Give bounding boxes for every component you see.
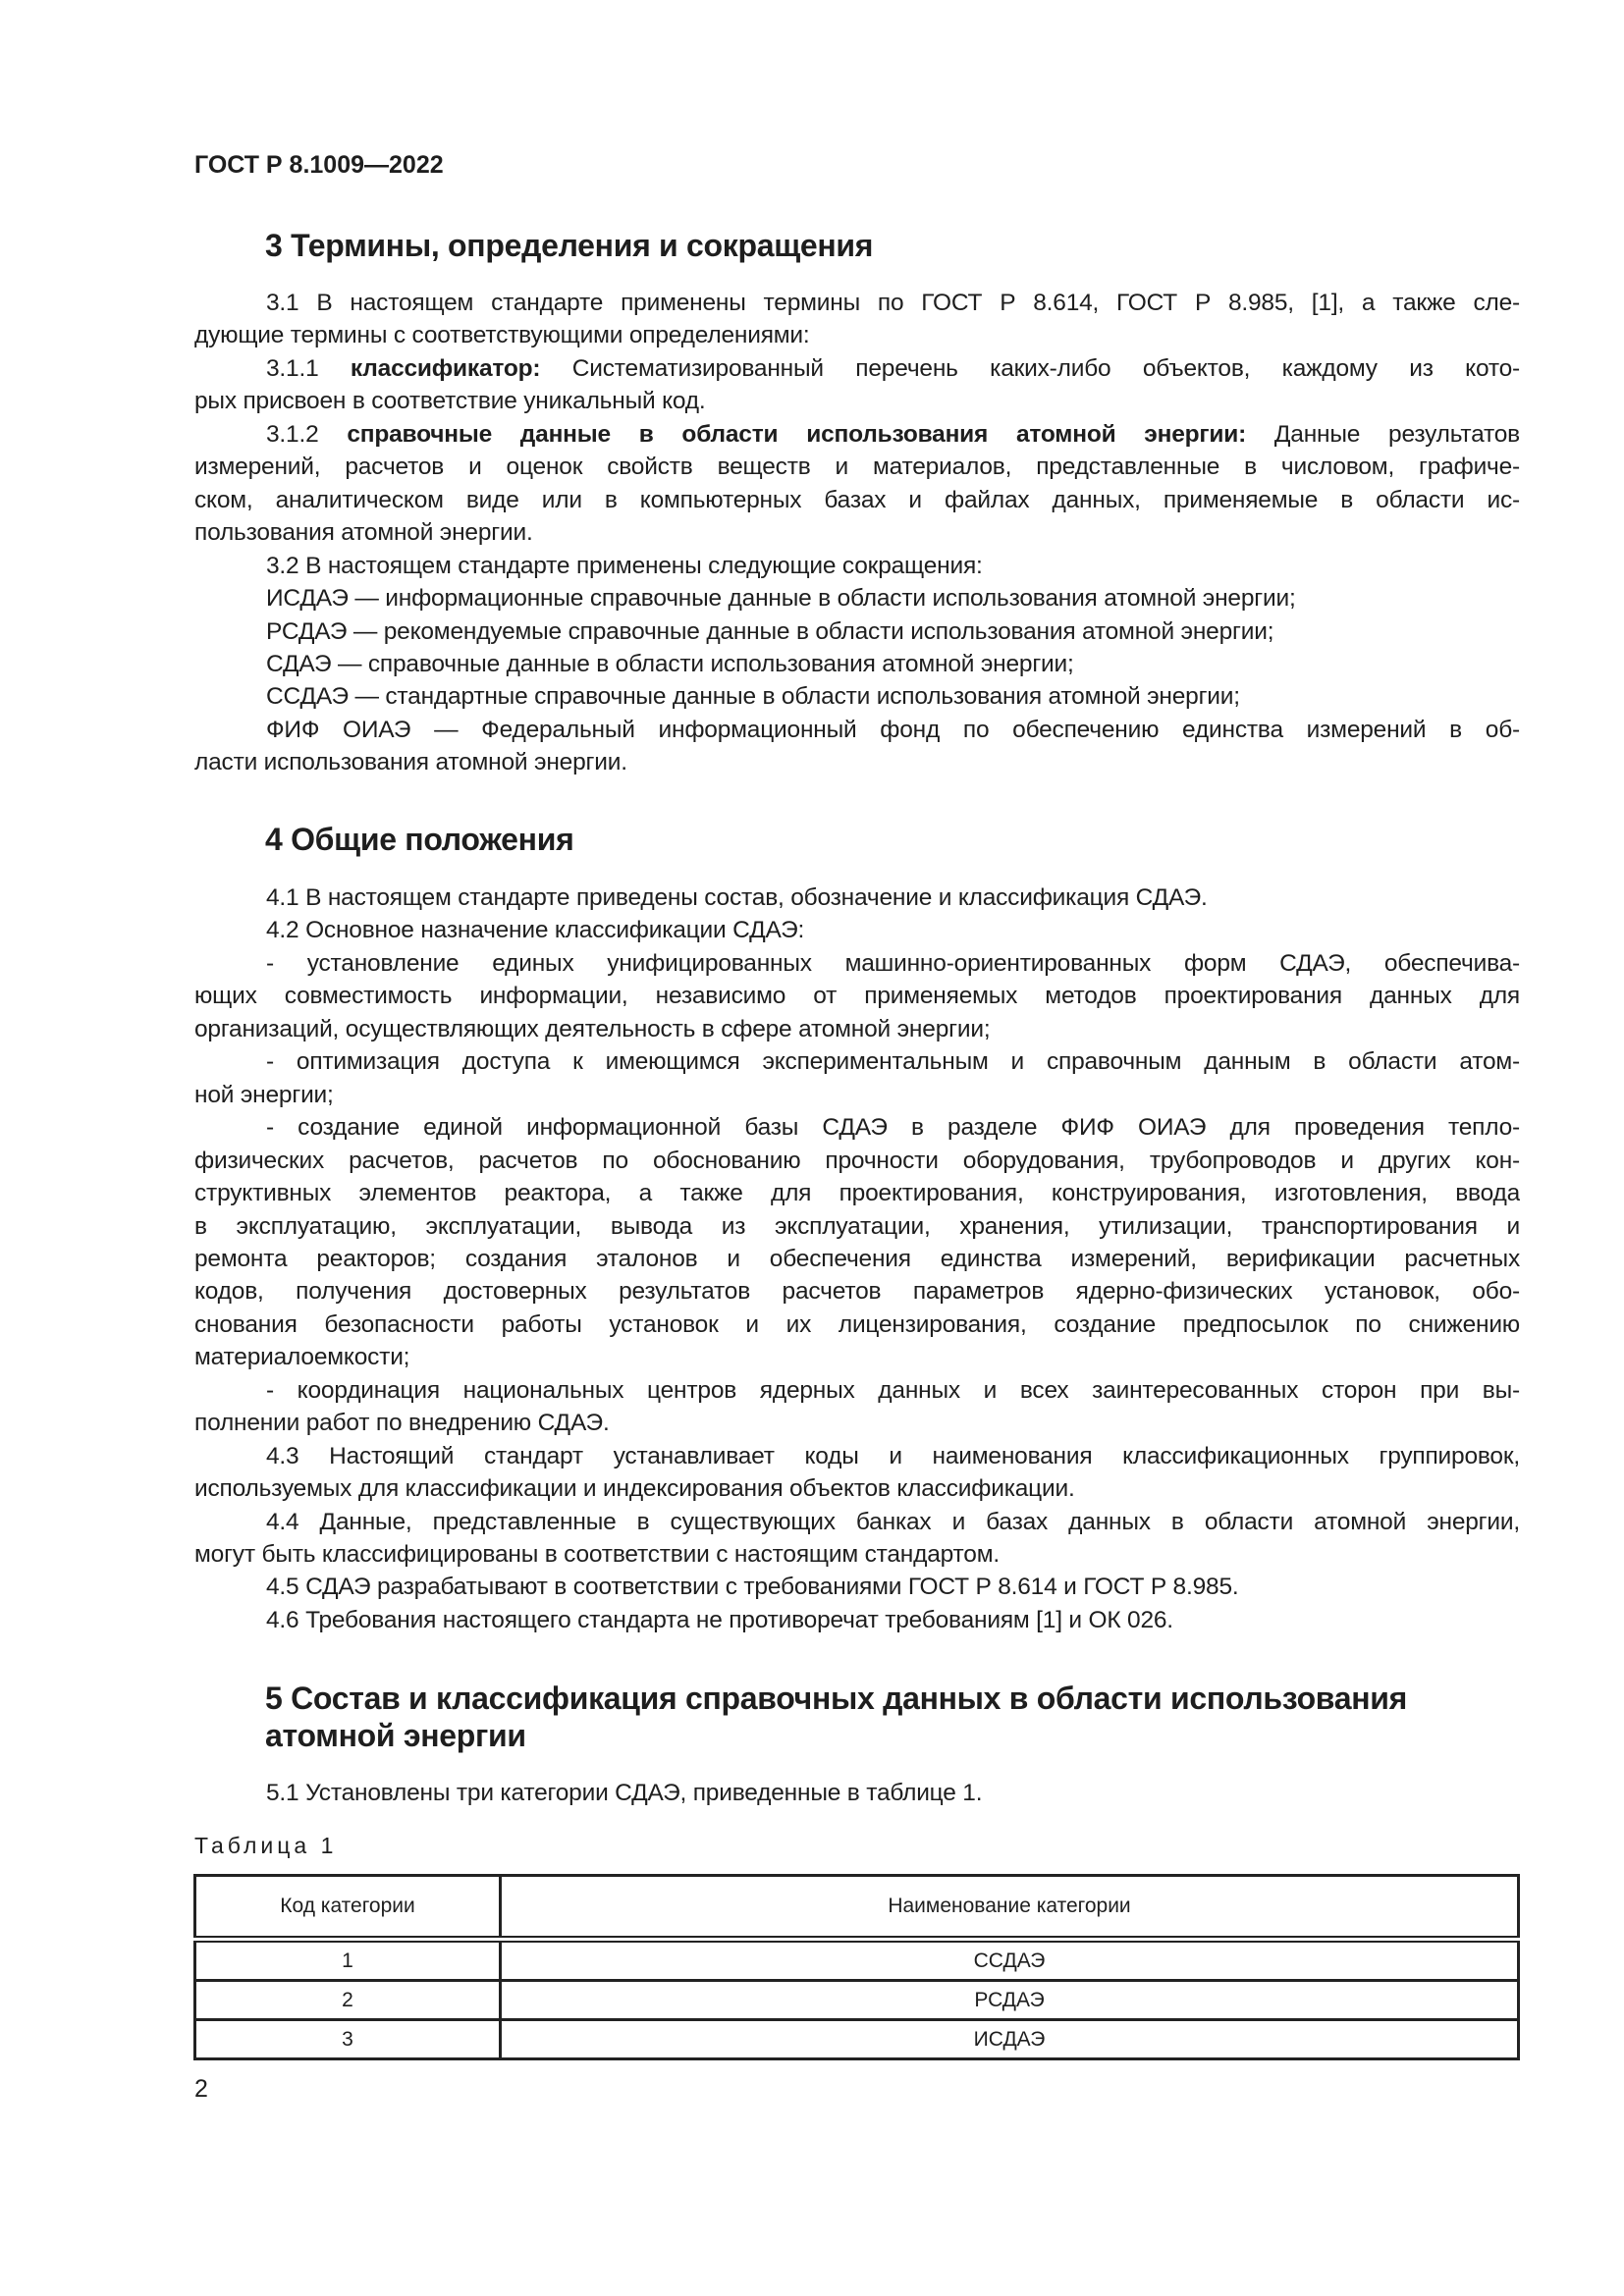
line-text: ющих совместимость информации, независимо от применяемых методов проектирования данных для <box>194 983 1520 1010</box>
text-line <box>194 516 1520 550</box>
text-line <box>266 1111 1520 1145</box>
text-line <box>266 287 1520 320</box>
text-line <box>194 1341 1520 1374</box>
text-line <box>266 1604 1520 1637</box>
table-row <box>195 1940 1519 1981</box>
column-header-code: Код категории <box>195 1876 501 1940</box>
defined-term: справочные данные в области использования атомной энергии: <box>347 420 1247 448</box>
line-text: ИСДАЭ — информационные справочные данные в области использования атомной энергии; <box>266 585 1296 613</box>
line-text: ском, аналитическом виде или в компьютерных базах и файлах данных, применяемые в области ис- <box>194 486 1520 513</box>
line-text: - координация национальных центров ядерных данных и всех заинтересованных сторон при вы- <box>266 1376 1520 1404</box>
table-row <box>195 1981 1519 2020</box>
line-text: снования безопасности работы установок и их лицензирования, создание предпосылок по снижению <box>194 1310 1520 1338</box>
line-text: пользования атомной энергии. <box>194 519 533 547</box>
text-line <box>266 1506 1520 1539</box>
text-line <box>266 1374 1520 1408</box>
text-line <box>194 1013 1520 1046</box>
section-heading: атомной энергии <box>265 1718 526 1753</box>
text-line <box>194 1145 1520 1178</box>
text-line <box>266 615 1520 649</box>
line-text: кодов, получения достоверных результатов расчетов параметров ядерно-физических установок, обо- <box>194 1278 1520 1306</box>
defined-term: классификатор: <box>350 354 541 382</box>
line-text: СДАЭ — справочные данные в области использования атомной энергии; <box>266 650 1074 677</box>
line-text: в эксплуатацию, эксплуатации, вывода из эксплуатации, хранения, утилизации, транспортирования и <box>194 1212 1520 1240</box>
cell-code: 1 <box>195 1940 501 1981</box>
text-line <box>266 1571 1520 1604</box>
table-row <box>195 2020 1519 2059</box>
text-line <box>266 1777 1520 1810</box>
text-line <box>266 1045 1520 1079</box>
clause-number: 3.1.2 <box>266 420 348 448</box>
line-text: ной энергии; <box>194 1081 334 1108</box>
text-line <box>194 1538 1520 1572</box>
line-text: 4.2 Основное назначение классификации СДАЭ: <box>266 917 805 944</box>
cell-code: 2 <box>195 1981 501 2020</box>
cell-name: ИСДАЭ <box>501 2020 1519 2059</box>
line-text: могут быть классифицированы в соответствии с настоящим стандартом. <box>194 1541 1000 1568</box>
table-caption: Таблица 1 <box>194 1833 338 1858</box>
column-header-name: Наименование категории <box>501 1876 1519 1940</box>
line-text: - оптимизация доступа к имеющимся экспериментальным и справочным данным в области атом- <box>266 1048 1520 1076</box>
text-line <box>266 1440 1520 1473</box>
text-line <box>266 582 1520 615</box>
section-heading: 3 Термины, определения и сокращения <box>265 228 874 263</box>
text-line <box>266 648 1520 681</box>
line-text: используемых для классификации и индексирования объектов классификации. <box>194 1475 1075 1503</box>
line-text: Данные результатов <box>1246 420 1520 448</box>
text-line <box>266 418 1520 452</box>
line-text: ремонта реакторов; создания эталонов и обеспечения единства измерений, верификации расчетных <box>194 1245 1520 1272</box>
section-heading: 4 Общие положения <box>265 822 574 857</box>
line-text: 4.6 Требования настоящего стандарта не противоречат требованиям [1] и ОК 026. <box>266 1606 1173 1633</box>
text-line <box>194 484 1520 517</box>
line-text: 4.4 Данные, представленные в существующих банках и базах данных в области атомной энергии, <box>266 1508 1520 1535</box>
cell-name: ССДАЭ <box>501 1940 1519 1981</box>
text-line <box>194 451 1520 484</box>
line-text: структивных элементов реактора, а также для проектирования, конструирования, изготовления, ввода <box>194 1180 1520 1207</box>
line-text: ласти использования атомной энергии. <box>194 749 627 776</box>
text-line <box>194 1210 1520 1244</box>
line-text: организаций, осуществляющих деятельность в сфере атомной энергии; <box>194 1015 991 1042</box>
text-line <box>266 947 1520 981</box>
text-line <box>194 1243 1520 1276</box>
cell-name: РСДАЭ <box>501 1981 1519 2020</box>
text-line <box>194 1275 1520 1308</box>
text-line <box>266 680 1520 714</box>
line-text: дующие термины с соответствующими определениями: <box>194 322 810 349</box>
line-text: 4.1 В настоящем стандарте приведены состав, обозначение и классификация СДАЭ. <box>266 884 1208 911</box>
section-heading: 5 Состав и классификация справочных данных в области использования <box>265 1681 1408 1716</box>
cell-code: 3 <box>195 2020 501 2059</box>
document-id-header: ГОСТ Р 8.1009—2022 <box>194 151 444 179</box>
text-line <box>194 1079 1520 1112</box>
line-text: 3.1 В настоящем стандарте применены термины по ГОСТ Р 8.614, ГОСТ Р 8.985, [1], а также сле- <box>266 290 1520 316</box>
text-line <box>266 914 1520 947</box>
line-text: 3.2 В настоящем стандарте применены следующие сокращения: <box>266 552 983 579</box>
line-text: - создание единой информационной базы СДАЭ в разделе ФИФ ОИАЭ для проведения тепло- <box>266 1114 1520 1142</box>
page-number: 2 <box>194 2075 208 2103</box>
text-line <box>266 550 1520 583</box>
text-line <box>194 1308 1520 1342</box>
text-line <box>194 385 1520 418</box>
line-text: ССДАЭ — стандартные справочные данные в области использования атомной энергии; <box>266 683 1240 711</box>
text-line <box>266 714 1520 747</box>
line-text: Систематизированный перечень каких-либо объектов, каждому из кото- <box>540 354 1520 382</box>
clause-number: 3.1.1 <box>266 354 351 382</box>
line-text: рых присвоен в соответствие уникальный код. <box>194 388 706 415</box>
line-text: 5.1 Установлены три категории СДАЭ, приведенные в таблице 1. <box>266 1780 983 1806</box>
text-line <box>194 980 1520 1013</box>
line-text: 4.3 Настоящий стандарт устанавливает коды и наименования классификационных группировок, <box>266 1442 1520 1469</box>
line-text: измерений, расчетов и оценок свойств веществ и материалов, представленные в числовом, графиче- <box>194 454 1520 481</box>
line-text: физических расчетов, расчетов по обоснованию прочности оборудования, трубопроводов и других кон- <box>194 1147 1520 1174</box>
text-line <box>194 1472 1520 1506</box>
text-line <box>266 352 1520 386</box>
line-text: РСДАЭ — рекомендуемые справочные данные в области использования атомной энергии; <box>266 617 1274 645</box>
line-text: материалоемкости; <box>194 1344 410 1371</box>
line-text: 4.5 СДАЭ разрабатывают в соответствии с требованиями ГОСТ Р 8.614 и ГОСТ Р 8.985. <box>266 1574 1239 1601</box>
text-line <box>194 746 1520 779</box>
table-header-row <box>195 1876 1519 1940</box>
text-line <box>266 881 1520 915</box>
text-line <box>194 1177 1520 1210</box>
line-text: ФИФ ОИАЭ — Федеральный информационный фонд по обеспечению единства измерений в об- <box>266 716 1520 743</box>
line-text: полнении работ по внедрению СДАЭ. <box>194 1410 610 1437</box>
text-line <box>194 319 1520 352</box>
line-text: - установление единых унифицированных машинно-ориентированных форм СДАЭ, обеспечива- <box>266 949 1520 977</box>
text-line <box>194 1407 1520 1440</box>
categories-table <box>193 1874 1520 2060</box>
